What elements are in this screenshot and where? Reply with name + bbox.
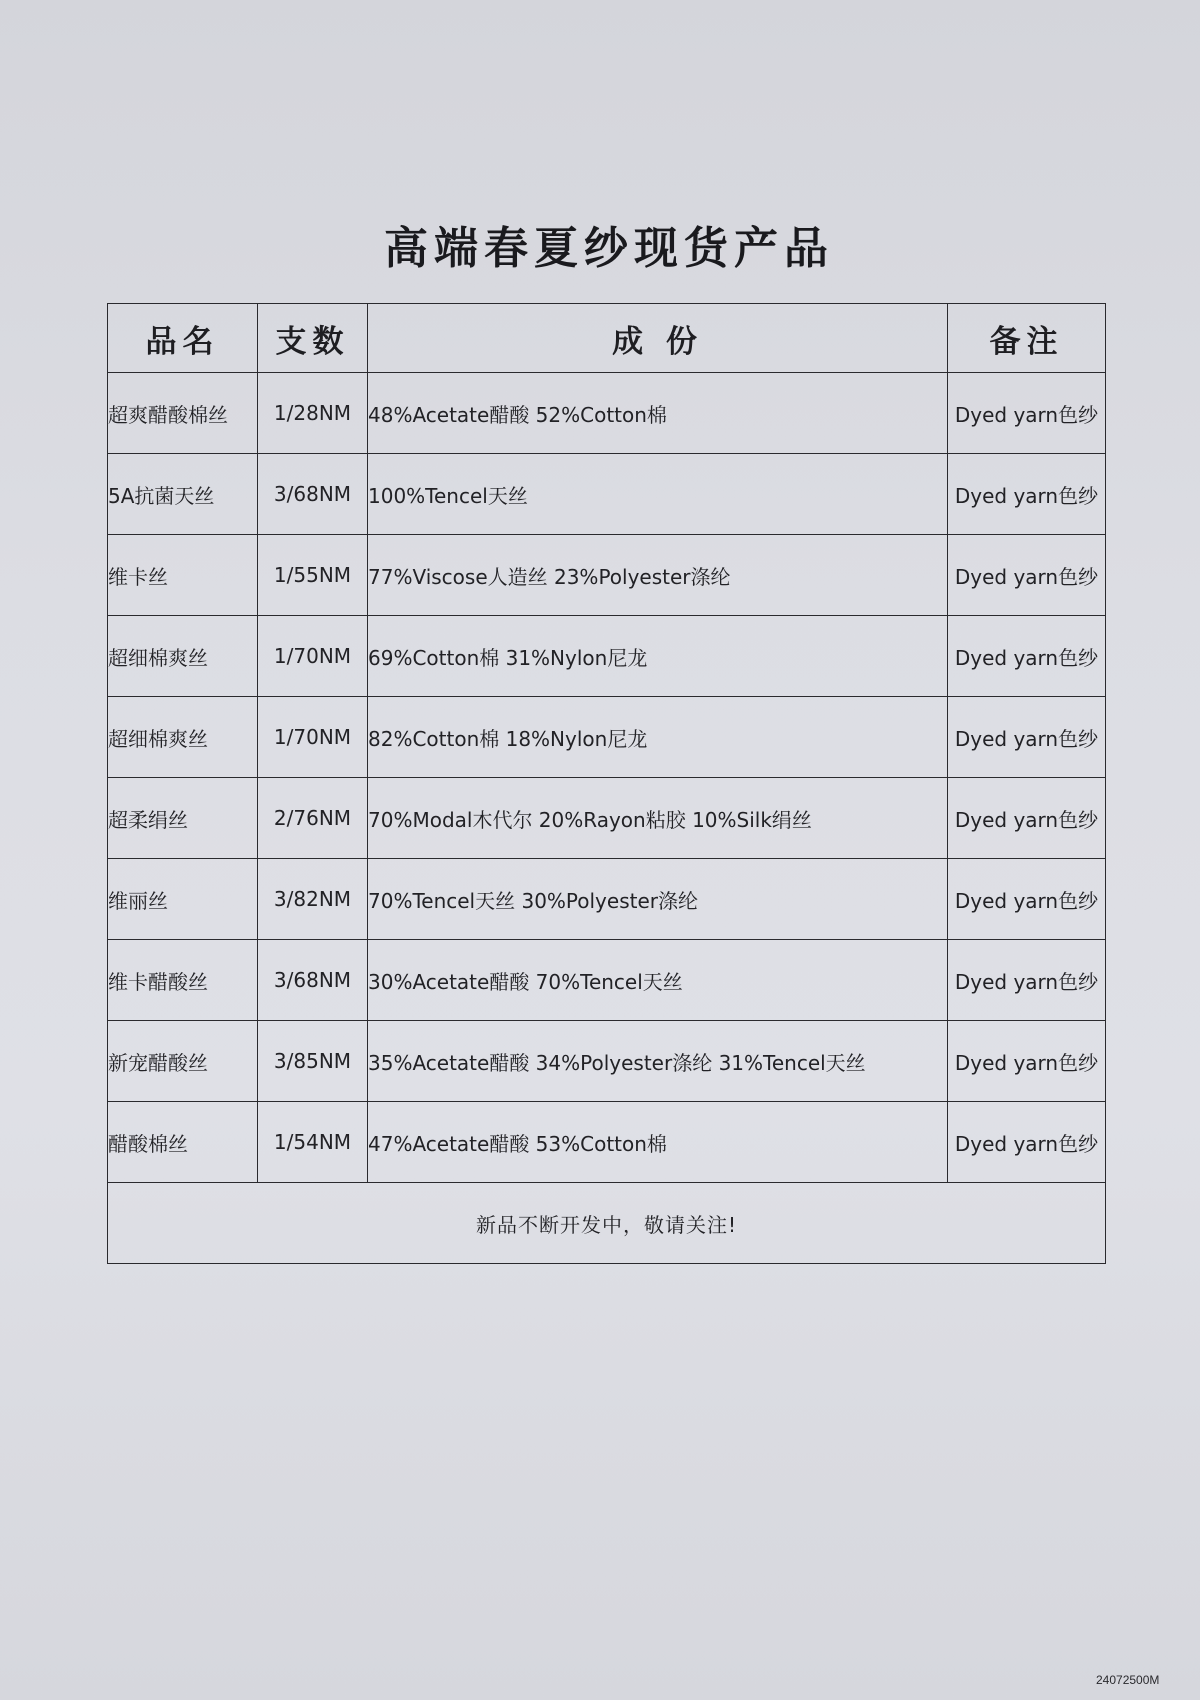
- composition-cell: 70%Modal木代尔 20%Rayon粘胶 10%Silk绢丝: [368, 778, 948, 859]
- remarks-cell: Dyed yarn色纱: [948, 1021, 1106, 1102]
- yarn-count-cell: 1/70NM: [258, 697, 368, 778]
- table-row: [108, 778, 1106, 859]
- composition-cell: 82%Cotton棉 18%Nylon尼龙: [368, 697, 948, 778]
- product-name-cell: 醋酸棉丝: [108, 1102, 258, 1183]
- yarn-count-cell: 1/28NM: [258, 373, 368, 454]
- product-name-cell: 超细棉爽丝: [108, 616, 258, 697]
- composition-cell: 35%Acetate醋酸 34%Polyester涤纶 31%Tencel天丝: [368, 1021, 948, 1102]
- table-header-row: [108, 304, 1106, 373]
- composition-cell: 100%Tencel天丝: [368, 454, 948, 535]
- header-remarks: 备注: [948, 304, 1106, 373]
- yarn-count-cell: 2/76NM: [258, 778, 368, 859]
- composition-cell: 47%Acetate醋酸 53%Cotton棉: [368, 1102, 948, 1183]
- product-name-cell: 新宠醋酸丝: [108, 1021, 258, 1102]
- remarks-cell: Dyed yarn色纱: [948, 616, 1106, 697]
- composition-cell: 30%Acetate醋酸 70%Tencel天丝: [368, 940, 948, 1021]
- composition-cell: 48%Acetate醋酸 52%Cotton棉: [368, 373, 948, 454]
- yarn-count-cell: 1/54NM: [258, 1102, 368, 1183]
- remarks-cell: Dyed yarn色纱: [948, 940, 1106, 1021]
- table-row: [108, 697, 1106, 778]
- remarks-cell: Dyed yarn色纱: [948, 373, 1106, 454]
- table-row: [108, 859, 1106, 940]
- product-name-cell: 超柔绢丝: [108, 778, 258, 859]
- footer-note: 新品不断开发中，敬请关注!: [108, 1183, 1106, 1264]
- product-name-cell: 维卡丝: [108, 535, 258, 616]
- table-row: [108, 1102, 1106, 1183]
- table-footer-row: [108, 1183, 1106, 1264]
- product-name-cell: 5A抗菌天丝: [108, 454, 258, 535]
- header-composition: 成 份: [368, 304, 948, 373]
- product-name-cell: 维丽丝: [108, 859, 258, 940]
- table-row: [108, 373, 1106, 454]
- remarks-cell: Dyed yarn色纱: [948, 859, 1106, 940]
- yarn-count-cell: 1/70NM: [258, 616, 368, 697]
- table-row: [108, 1021, 1106, 1102]
- remarks-cell: Dyed yarn色纱: [948, 1102, 1106, 1183]
- table-row: [108, 616, 1106, 697]
- product-table: [107, 303, 1106, 1264]
- table-row: [108, 940, 1106, 1021]
- composition-cell: 70%Tencel天丝 30%Polyester涤纶: [368, 859, 948, 940]
- product-name-cell: 超爽醋酸棉丝: [108, 373, 258, 454]
- remarks-cell: Dyed yarn色纱: [948, 454, 1106, 535]
- document-code: 24072500M: [1096, 1673, 1160, 1687]
- yarn-count-cell: 3/85NM: [258, 1021, 368, 1102]
- header-yarn-count: 支数: [258, 304, 368, 373]
- table-row: [108, 535, 1106, 616]
- composition-cell: 77%Viscose人造丝 23%Polyester涤纶: [368, 535, 948, 616]
- yarn-count-cell: 1/55NM: [258, 535, 368, 616]
- header-product-name: 品名: [108, 304, 258, 373]
- table-body: [108, 373, 1106, 1183]
- remarks-cell: Dyed yarn色纱: [948, 535, 1106, 616]
- table-row: [108, 454, 1106, 535]
- remarks-cell: Dyed yarn色纱: [948, 697, 1106, 778]
- product-name-cell: 维卡醋酸丝: [108, 940, 258, 1021]
- composition-cell: 69%Cotton棉 31%Nylon尼龙: [368, 616, 948, 697]
- yarn-count-cell: 3/68NM: [258, 454, 368, 535]
- product-name-cell: 超细棉爽丝: [108, 697, 258, 778]
- document-title: 高端春夏纱现货产品: [384, 223, 834, 274]
- yarn-count-cell: 3/82NM: [258, 859, 368, 940]
- remarks-cell: Dyed yarn色纱: [948, 778, 1106, 859]
- yarn-count-cell: 3/68NM: [258, 940, 368, 1021]
